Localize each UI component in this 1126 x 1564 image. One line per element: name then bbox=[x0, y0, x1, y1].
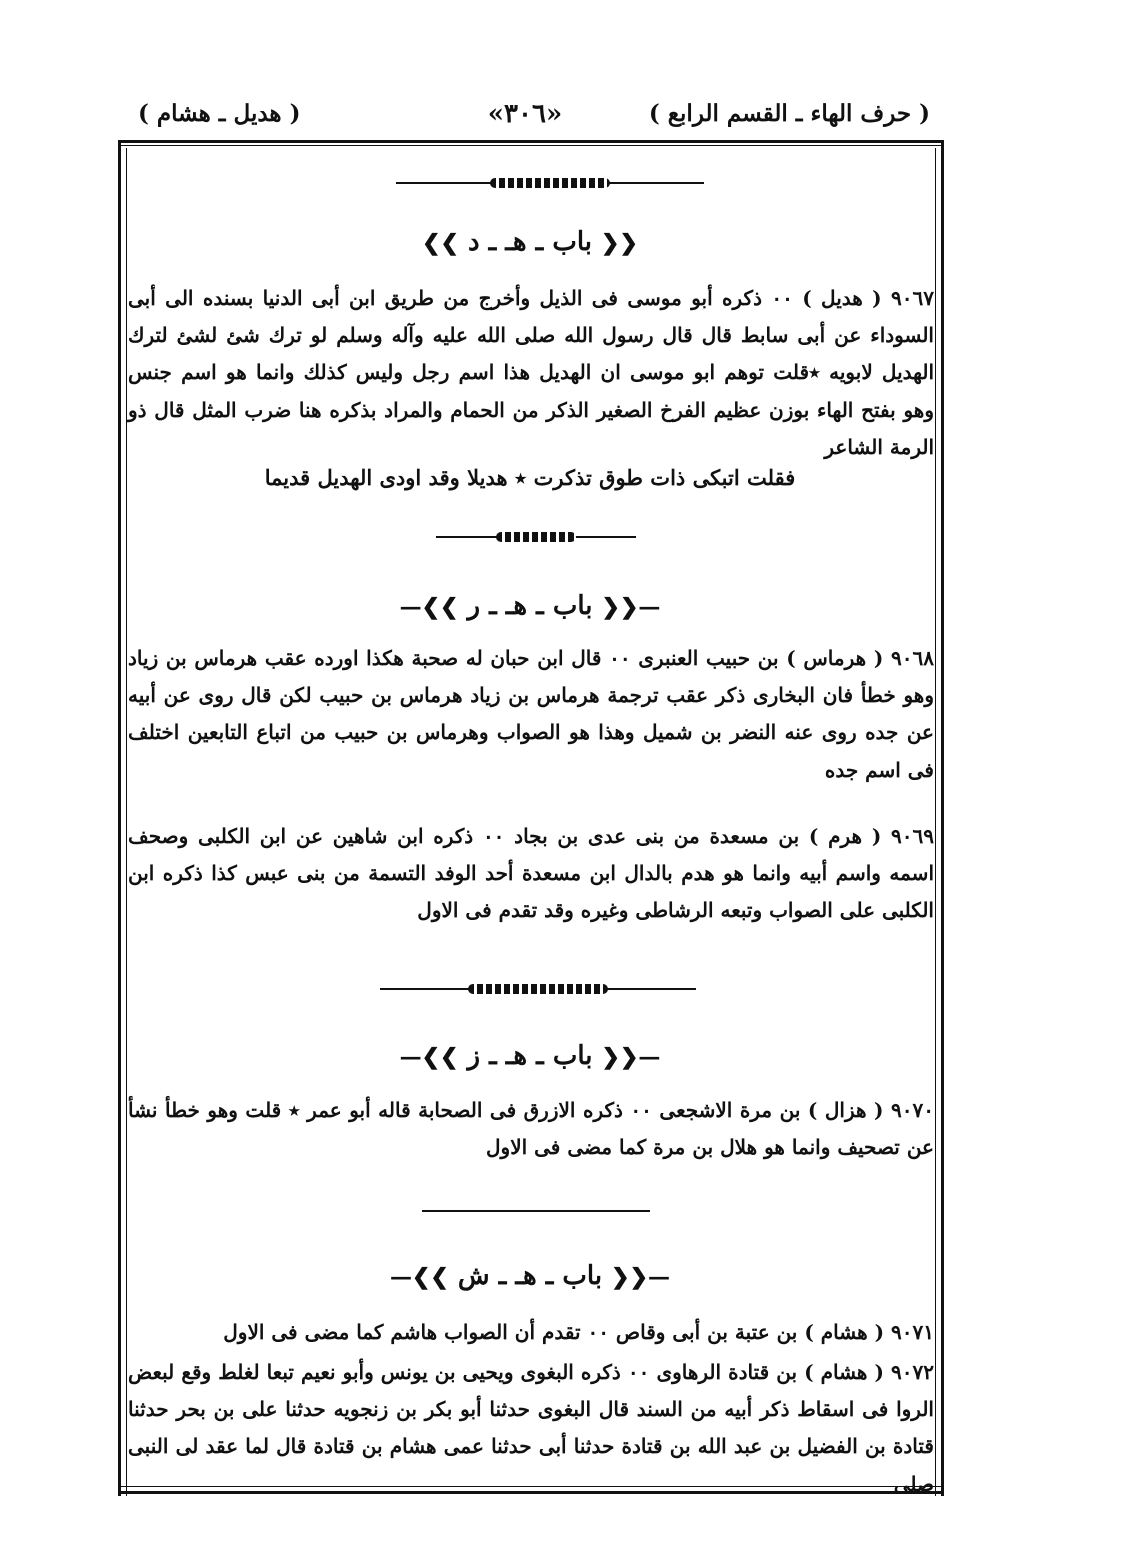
entry bbox=[128, 818, 934, 930]
section-title-text: باب ـ هـ ـ ش bbox=[457, 1261, 603, 1291]
entry-number: ٩٠٧٠ bbox=[891, 1098, 934, 1122]
ornament-icon: ❮❮ bbox=[601, 230, 638, 256]
entry-text: ( هديل ) ٠٠ ذكره أبو موسى فى الذيل وأخرج من طريق ابن أبى الدنيا بسنده الى أبى السوداء عن أبى سابط قال قال رسول الله صلى الله عليه وآله وسلم لو ترك شئ لشئ لترك الهديل لابويه ٭قلت توهم ابو موسى ان الهديل هذا اسم رجل وليس كذلك وانما هو اسم جنس وهو بفتح الهاء بوزن عظيم الفرخ الصغير الذكر من الحمام والمراد بذكره هنا ضرب المثل قال ذو الرمة الشاعر bbox=[128, 286, 934, 459]
entry-text: ( هرماس ) بن حبيب العنبرى ٠٠ قال ابن حبان له صحبة هكذا اورده عقب هرماس بن زياد وهو خطأ فان البخارى ذكر عقب ترجمة هرماس بن زياد هرماس بن حبيب لكن قال روى عن أبيه عن جده روى عنه النضر بن شميل وهذا هو الصواب وهرماس بن حبيب من اتباع التابعين اختلف فى اسم جده bbox=[128, 646, 934, 782]
ornament-divider bbox=[396, 178, 704, 188]
ornament-icon: ❯❯— bbox=[399, 594, 459, 620]
ornament-icon: ❯❯— bbox=[399, 1044, 459, 1070]
entry bbox=[128, 1354, 934, 1503]
ornament-divider bbox=[380, 984, 696, 994]
ornament-divider bbox=[422, 1206, 650, 1216]
section-title-text: باب ـ هـ ـ ز bbox=[467, 1041, 593, 1071]
header-entry-range: ( هديل ـ هشام ) bbox=[138, 100, 301, 127]
entry-number: ٩٠٦٨ bbox=[891, 646, 934, 670]
section-title-text: باب ـ هـ ـ ر bbox=[467, 591, 593, 621]
entry-number: ٩٠٧١ bbox=[891, 1320, 934, 1344]
ornament-icon: —❮❮ bbox=[601, 594, 661, 620]
page-header bbox=[120, 92, 930, 136]
entry bbox=[128, 1092, 934, 1166]
entry-number: ٩٠٧٢ bbox=[891, 1360, 935, 1384]
entry-text: ( هشام ) بن قتادة الرهاوى ٠٠ ذكره البغوى ويحيى بن يونس وأبو نعيم تبعا لغلط وقع لبعض الروا فى اسقاط ذكر أبيه من السند قال البغوى حدثنا أبو بكر بن زنجويه حدثنا على بن بحر حدثنا قتادة بن الفضيل بن عبد الله بن قتادة حدثنا أبى حدثنا عمى هشام بن قتادة قال لما عقد لى النبى صلى bbox=[128, 1360, 934, 1496]
entry-text: ( هرم ) بن مسعدة من بنى عدى بن بجاد ٠٠ ذكره ابن شاهين عن ابن الكلبى وصحف اسمه واسم أبيه وانما هو هدم بالدال ابن مسعدة أحد الوفد التسمة من بنى عبس كذا ذكره ابن الكلبى على الصواب وتبعه الرشاطى وغيره وقد تقدم فى الاول bbox=[128, 824, 934, 923]
section-title bbox=[120, 222, 940, 263]
ornament-icon: —❮❮ bbox=[611, 1264, 671, 1290]
section-title bbox=[120, 586, 940, 627]
entry-number: ٩٠٦٧ bbox=[891, 286, 934, 310]
entry bbox=[128, 640, 934, 789]
ornament-divider bbox=[436, 532, 636, 542]
section-title bbox=[120, 1036, 940, 1077]
page-number: «٣٠٦» bbox=[487, 99, 563, 129]
ornament-icon: —❮❮ bbox=[601, 1044, 661, 1070]
poem-verse: فقلت اتبكى ذات طوق تذكرت ٭ هديلا وقد اودى الهديل قديما bbox=[264, 465, 796, 490]
entry-text: ( هزال ) بن مرة الاشجعى ٠٠ ذكره الازرق فى الصحابة قاله أبو عمر ٭ قلت وهو خطأ نشأ عن تصحيف وانما هو هلال بن مرة كما مضى فى الاول bbox=[128, 1098, 934, 1160]
entry-number: ٩٠٦٩ bbox=[891, 824, 934, 848]
section-title bbox=[120, 1256, 940, 1297]
entry bbox=[128, 280, 934, 466]
header-section-title: ( حرف الهاء ـ القسم الرابع ) bbox=[648, 100, 930, 127]
ornament-icon: ❯❯— bbox=[389, 1264, 449, 1290]
section-title-text: باب ـ هـ ـ د bbox=[468, 227, 592, 257]
entry-text: ( هشام ) بن عتبة بن أبى وقاص ٠٠ تقدم أن الصواب هاشم كما مضى فى الاول bbox=[223, 1320, 885, 1344]
ornament-icon: ❯❯ bbox=[422, 230, 459, 256]
entry bbox=[128, 1314, 934, 1351]
